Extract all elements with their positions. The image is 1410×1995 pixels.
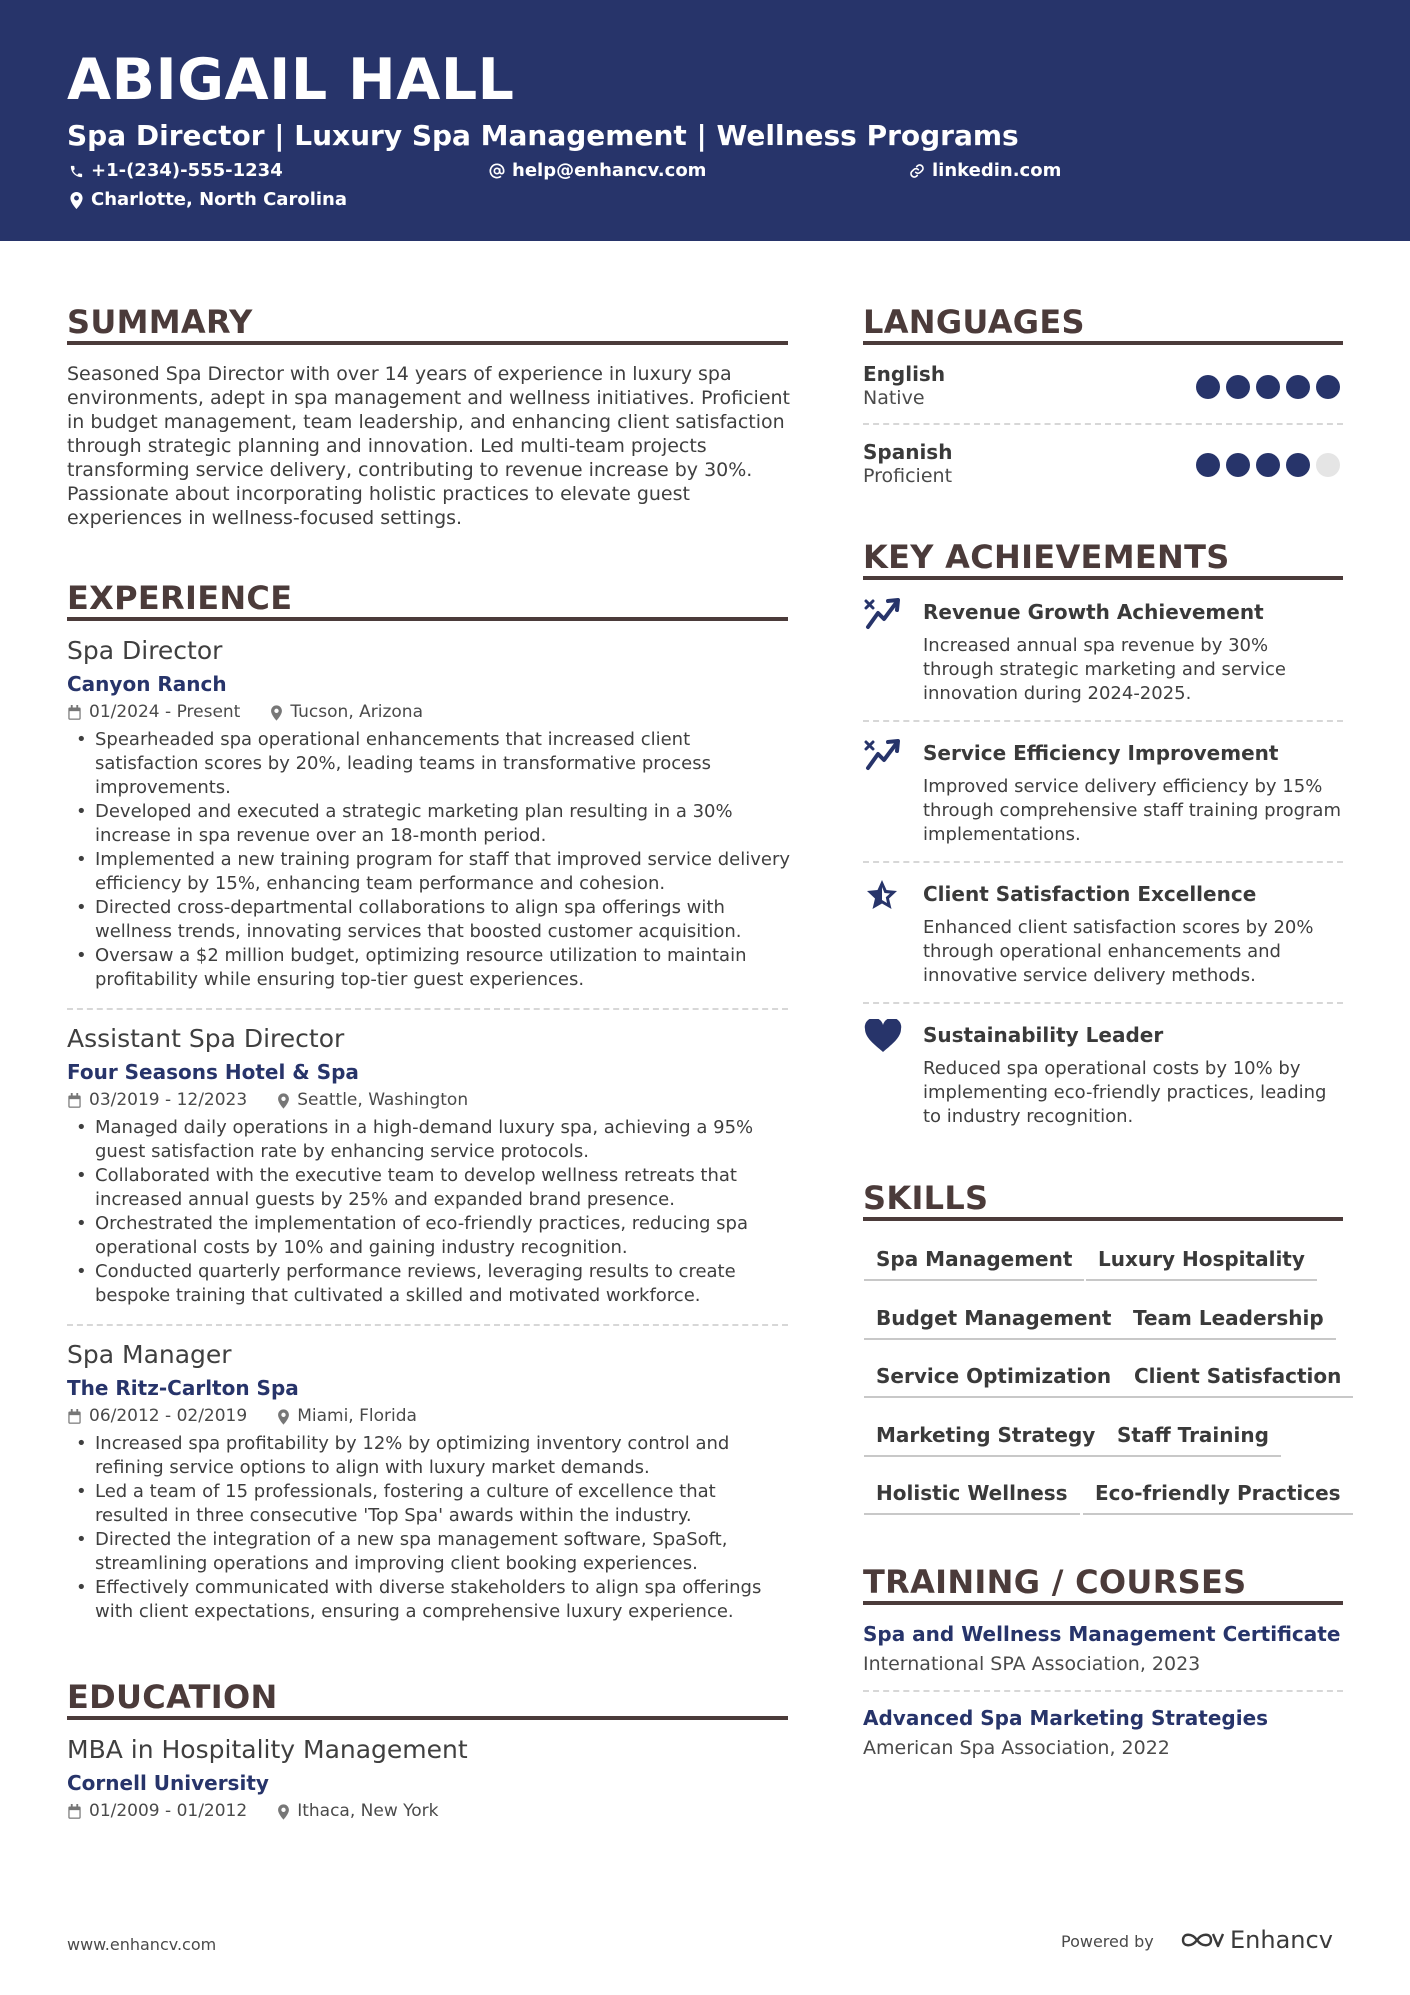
language-rating (1196, 375, 1340, 399)
calendar-icon (67, 1804, 82, 1820)
course-title: Advanced Spa Marketing Strategies (863, 1706, 1269, 1730)
location-text: Charlotte, North Carolina (91, 189, 347, 210)
job-entry (67, 638, 792, 992)
achievement-title: Client Satisfaction Excellence (923, 882, 1257, 906)
job-title: Spa Manager (67, 1340, 232, 1369)
skill-tag: Luxury Hospitality (1086, 1249, 1317, 1281)
job-bullet: • Implemented a new training program for staff that improved service delivery efficiency by 15%, enhancing team performance and cohesion. (67, 848, 792, 896)
education-location (277, 1803, 438, 1820)
education-dates-text: 01/2009 - 01/2012 (89, 1801, 248, 1821)
job-location (270, 704, 423, 721)
email-text: help@enhancv.com (512, 160, 707, 181)
calendar-icon (67, 1409, 82, 1425)
map-pin-icon (277, 1804, 290, 1820)
education-dates (67, 1803, 247, 1820)
phone-text: +1-(234)-555-1234 (91, 160, 283, 181)
language-rating (1196, 453, 1340, 477)
candidate-title: Spa Director | Luxury Spa Management | Wellness Programs (67, 119, 1019, 152)
achievement-desc: Reduced spa operational costs by 10% by implementing eco-friendly practices, leading to industry recognition. (923, 1058, 1327, 1127)
phone-icon (69, 164, 84, 179)
job-company: The Ritz-Carlton Spa (67, 1376, 299, 1400)
job-bullets (67, 1116, 792, 1308)
courses-heading: TRAINING / COURSES (863, 1563, 1247, 1601)
course-provider: International SPA Association, 2023 (863, 1653, 1201, 1675)
job-bullet: • Orchestrated the implementation of eco-friendly practices, reducing spa operational costs by 10% and gaining industry recognition. (67, 1212, 792, 1260)
growth-arrow-icon (864, 738, 902, 772)
achievement-desc: Improved service delivery efficiency by 15% through comprehensive staff training program implementations. (923, 776, 1341, 845)
skill-tag: Client Satisfaction (1122, 1366, 1353, 1398)
achievement-divider (863, 1002, 1343, 1004)
experience-heading: EXPERIENCE (67, 579, 293, 617)
map-pin-icon (69, 192, 84, 209)
achievements-heading: KEY ACHIEVEMENTS (863, 538, 1230, 576)
job-bullet: • Conducted quarterly performance reviews, leveraging results to create bespoke training that cultivated a skilled and motivated workforce. (67, 1260, 792, 1308)
rating-dot-filled (1256, 375, 1280, 399)
job-bullet: • Effectively communicated with diverse stakeholders to align spa offerings with client expectations, ensuring a comprehensive luxury experience. (67, 1576, 792, 1624)
rating-dot-filled (1226, 375, 1250, 399)
map-pin-icon (270, 705, 283, 721)
star-icon (864, 877, 900, 913)
course-title: Spa and Wellness Management Certificate (863, 1622, 1341, 1646)
job-bullets (67, 728, 792, 992)
contact-email[interactable] (489, 162, 706, 180)
achievement-title: Service Efficiency Improvement (923, 741, 1279, 765)
achievement-desc: Enhanced client satisfaction scores by 20% through operational enhancements and innovative service delivery methods. (923, 917, 1314, 986)
job-bullets (67, 1432, 792, 1624)
skills-rule (863, 1217, 1343, 1221)
candidate-name: ABIGAIL HALL (67, 47, 515, 113)
job-bullet: • Collaborated with the executive team to develop wellness retreats that increased annual guests by 25% and expanded brand presence. (67, 1164, 792, 1212)
job-location (277, 1092, 468, 1109)
skill-tag: Spa Management (864, 1249, 1084, 1281)
job-bullet: • Directed cross-departmental collaborations to align spa offerings with wellness trends, innovating services that boosted customer acquisition. (67, 896, 792, 944)
skill-tag: Service Optimization (864, 1366, 1123, 1398)
education-degree: MBA in Hospitality Management (67, 1735, 468, 1764)
summary-text: Seasoned Spa Director with over 14 years of experience in luxury spa environments, adept in spa management and wellness initiatives. Proficient in budget management, team leadership, and enhancing client satisfaction through strategic planning and innovation. Led multi-team projects transforming service delivery, contributing to revenue increase by 30%. Passionate about incorporating holistic practices to elevate guest experiences in wellness-focused settings. (67, 363, 791, 529)
job-dates-text: 03/2019 - 12/2023 (89, 1090, 248, 1110)
job-bullet: • Directed the integration of a new spa management software, SpaSoft, streamlining operations and improving client booking experiences. (67, 1528, 792, 1576)
job-bullet: • Managed daily operations in a high-demand luxury spa, achieving a 95% guest satisfaction rate by enhancing service protocols. (67, 1116, 792, 1164)
rating-dot-filled (1316, 375, 1340, 399)
job-dates (67, 704, 240, 721)
achievements-rule (863, 576, 1343, 580)
education-entry (67, 1737, 792, 1820)
job-dates-text: 01/2024 - Present (89, 702, 241, 722)
courses-rule (863, 1601, 1343, 1605)
language-divider (863, 423, 1343, 425)
skill-tag: Team Leadership (1121, 1308, 1336, 1340)
rating-dot-filled (1196, 453, 1220, 477)
language-level: Native (863, 387, 925, 409)
link-text: linkedin.com (932, 160, 1062, 181)
job-dates (67, 1408, 247, 1425)
course-provider: American Spa Association, 2022 (863, 1737, 1170, 1759)
job-bullet: • Led a team of 15 professionals, fostering a culture of excellence that resulted in three consecutive 'Top Spa' awards within the industry. (67, 1480, 792, 1528)
brand-name: Enhancv (1230, 1926, 1333, 1954)
job-location-text: Seattle, Washington (297, 1090, 469, 1110)
job-location-text: Tucson, Arizona (290, 702, 423, 722)
achievement-divider (863, 861, 1343, 863)
footer-powered-label: Powered by (1061, 1932, 1154, 1951)
resume-header (0, 0, 1410, 241)
job-location (277, 1408, 417, 1425)
at-icon (489, 163, 505, 179)
rating-dot-filled (1286, 375, 1310, 399)
job-meta (67, 704, 792, 721)
map-pin-icon (277, 1093, 290, 1109)
education-school: Cornell University (67, 1771, 269, 1795)
calendar-icon (67, 1093, 82, 1109)
contact-phone[interactable] (69, 162, 283, 180)
achievement-desc: Increased annual spa revenue by 30% through strategic marketing and service innovation during 2024-2025. (923, 635, 1286, 704)
achievement-divider (863, 720, 1343, 722)
skill-tag: Holistic Wellness (864, 1483, 1080, 1515)
languages-rule (863, 341, 1343, 345)
brand-logo[interactable] (1180, 1928, 1333, 1952)
language-name: Spanish (863, 440, 953, 464)
rating-dot-filled (1196, 375, 1220, 399)
achievement-title: Sustainability Leader (923, 1023, 1164, 1047)
job-dates (67, 1092, 247, 1109)
calendar-icon (67, 705, 82, 721)
job-entry (67, 1342, 792, 1624)
language-name: English (863, 362, 946, 386)
summary-rule (67, 341, 788, 345)
job-bullet: • Developed and executed a strategic marketing plan resulting in a 30% increase in spa revenue over an 18-month period. (67, 800, 792, 848)
job-dates-text: 06/2012 - 02/2019 (89, 1406, 248, 1426)
languages-heading: LANGUAGES (863, 303, 1085, 341)
skills-heading: SKILLS (863, 1179, 989, 1217)
course-divider (863, 1690, 1343, 1692)
job-bullet: • Increased spa profitability by 12% by optimizing inventory control and refining service options to align with luxury market demands. (67, 1432, 792, 1480)
experience-rule (67, 617, 788, 621)
education-rule (67, 1716, 788, 1720)
education-location-text: Ithaca, New York (297, 1801, 439, 1821)
job-bullet: • Spearheaded spa operational enhancements that increased client satisfaction scores by 20%, leading teams in transformative process improvements. (67, 728, 792, 800)
skill-tag: Budget Management (864, 1308, 1123, 1340)
job-company: Canyon Ranch (67, 672, 227, 696)
rating-dot-filled (1256, 453, 1280, 477)
rating-dot-empty (1316, 453, 1340, 477)
rating-dot-filled (1286, 453, 1310, 477)
skill-tag: Marketing Strategy (864, 1425, 1107, 1457)
enhancv-logo-icon (1180, 1929, 1224, 1951)
heart-icon (864, 1019, 902, 1053)
education-heading: EDUCATION (67, 1678, 278, 1716)
contact-location (69, 191, 347, 209)
job-title: Assistant Spa Director (67, 1024, 345, 1053)
job-divider (67, 1008, 788, 1010)
job-divider (67, 1324, 788, 1326)
job-meta (67, 1092, 792, 1109)
rating-dot-filled (1226, 453, 1250, 477)
skill-tag: Eco-friendly Practices (1083, 1483, 1353, 1515)
job-location-text: Miami, Florida (297, 1406, 417, 1426)
growth-arrow-icon (864, 597, 902, 631)
job-company: Four Seasons Hotel & Spa (67, 1060, 359, 1084)
job-bullet: • Oversaw a $2 million budget, optimizing resource utilization to maintain profitability while ensuring top-tier guest experiences. (67, 944, 792, 992)
education-meta (67, 1803, 792, 1820)
job-entry (67, 1026, 792, 1308)
summary-heading: SUMMARY (67, 303, 253, 341)
contact-link[interactable] (909, 162, 1061, 180)
language-level: Proficient (863, 465, 953, 487)
footer-url[interactable]: www.enhancv.com (67, 1935, 217, 1954)
achievement-title: Revenue Growth Achievement (923, 600, 1264, 624)
skill-tag: Staff Training (1105, 1425, 1281, 1457)
job-meta (67, 1408, 792, 1425)
map-pin-icon (277, 1409, 290, 1425)
link-icon (909, 163, 925, 179)
job-title: Spa Director (67, 636, 223, 665)
